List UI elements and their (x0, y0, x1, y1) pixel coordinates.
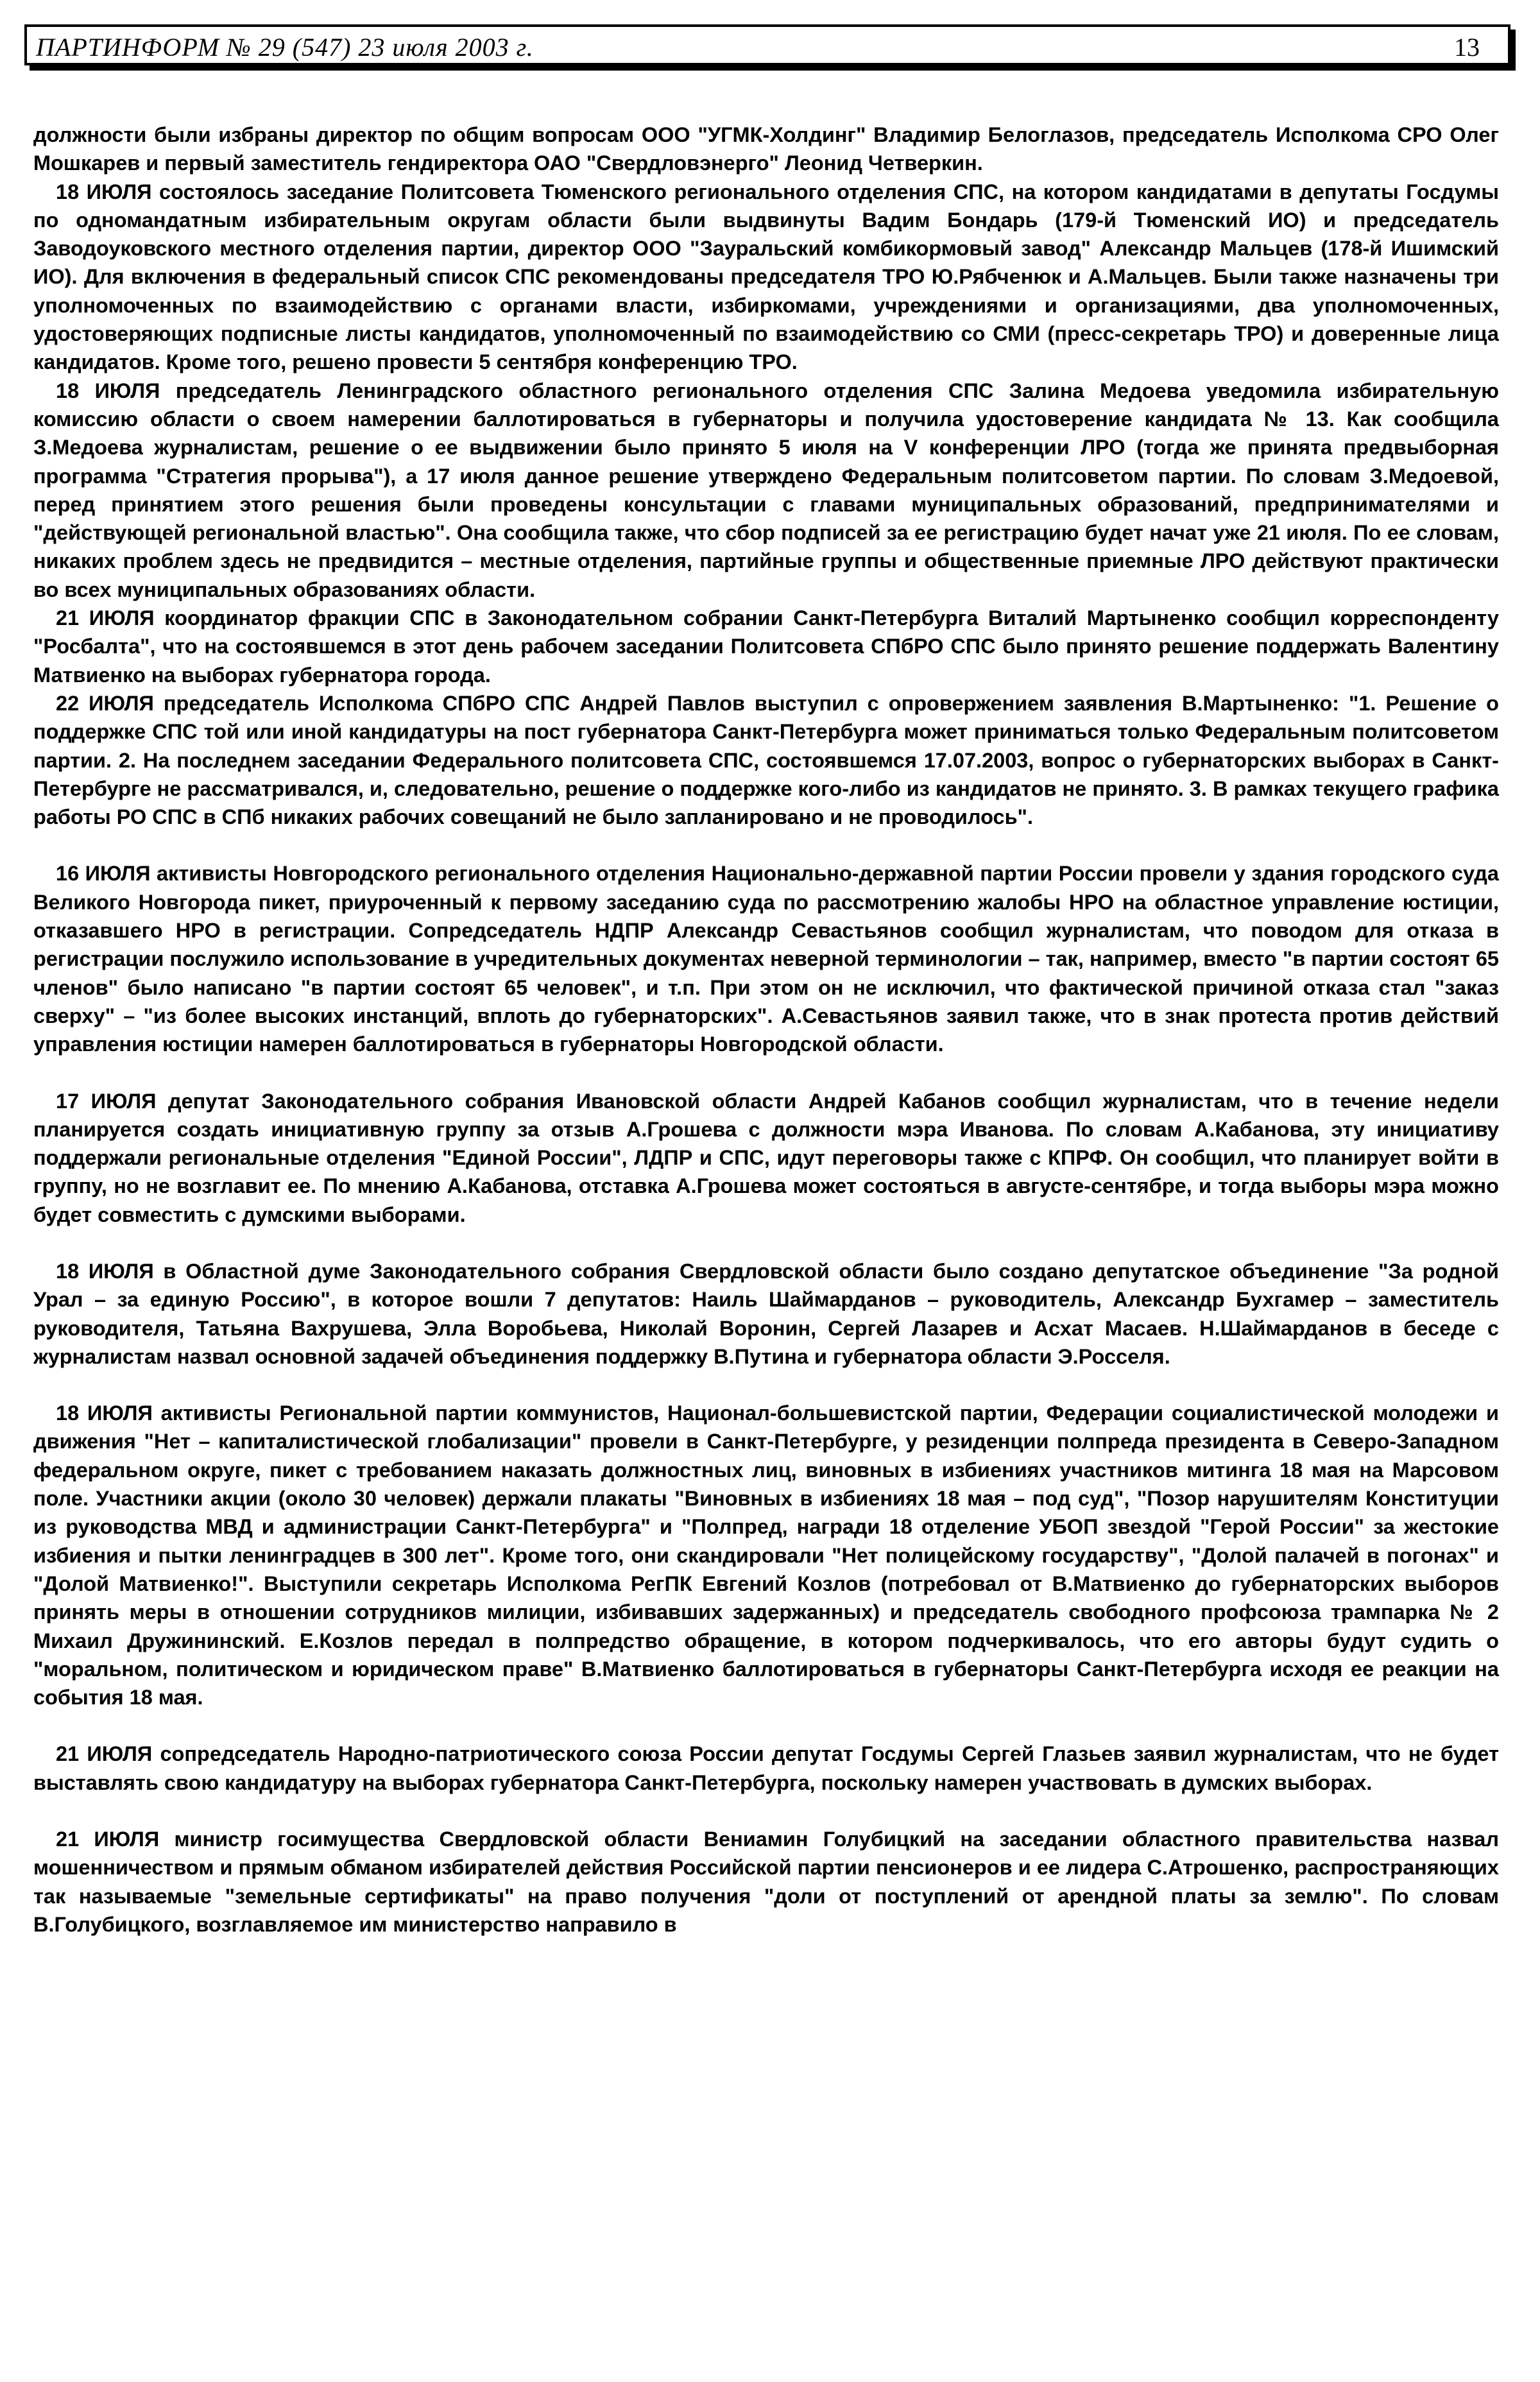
page-header (24, 24, 1510, 65)
news-paragraph: 18 ИЮЛЯ активисты Региональной партии коммунистов, Национал-большевистской партии, Федерации социалистической молодежи и движения "Нет – капиталистической глобализации" провели в Санкт-Петербурге, у резиденции полпреда президента в Северо-Западном федеральном округе, пикет с требованием наказать должностных лиц, виновных в избиениях участников митинга 18 мая на Марсовом поле. Участники акции (около 30 человек) держали плакаты "Виновных в избиениях 18 мая – под суд", "Позор нарушителям Конституции из руководства МВД и администрации Санкт-Петербурга" и "Полпред, награди 18 отделение УБОП звездой "Герой России" за жестокие избиения и пытки ленинградцев в 300 лет". Кроме того, они скандировали "Нет полицейскому государству", "Долой палачей в погонах" и "Долой Матвиенко!". Выступили секретарь Исполкома РегПК Евгений Козлов (потребовал от В.Матвиенко до губернаторских выборов принять меры в отношении сотрудников милиции, избивавших задержанных) и председатель свободного профсоюза трампарка № 2 Михаил Дружининский. Е.Козлов передал в полпредство обращение, в котором подчеркивалось, что его авторы будут судить о "моральном, политическом и юридическом праве" В.Матвиенко баллотироваться в губернаторы Санкт-Петербурга исходя ее реакции на события 18 мая. (33, 1401, 1499, 1709)
news-paragraph: 21 ИЮЛЯ координатор фракции СПС в Законодательном собрании Санкт-Петербурга Виталий Мартыненко сообщил корреспонденту "Росбалта", что на состоявшемся в этот день рабочем заседании Политсовета СПбРО СПС было принято решение поддержать Валентину Матвиенко на выборах губернатора города. (33, 606, 1499, 687)
page-number: 13 (1454, 33, 1480, 62)
news-paragraph: 18 ИЮЛЯ состоялось заседание Политсовета Тюменского регионального отделения СПС, на котором кандидатами в депутаты Госдумы по одномандатным избирательным округам области были выдвинуты Вадим Бондарь (179-й Тюменский ИО) и председатель Заводоуковского местного отделения партии, директор ООО "Зауральский комбикормовый завод" Александр Мальцев (178-й Ишимский ИО). Для включения в федеральный список СПС рекомендованы председателя ТРО Ю.Рябченюк и А.Мальцев. Были также назначены три уполномоченных по взаимодействию с органами власти, избиркомами, учреждениями и организациями, два уполномоченных, удостоверяющих подписные листы кандидатов, уполномоченный по взаимодействию со СМИ (пресс-секретарь ТРО) и доверенные лица кандидатов. Кроме того, решено провести 5 сентября конференцию ТРО. (33, 180, 1499, 374)
news-paragraph: 16 ИЮЛЯ активисты Новгородского регионального отделения Национально-державной партии России провели у здания городского суда Великого Новгорода пикет, приуроченный к первому заседанию суда по рассмотрению жалобы НРО на областное управление юстиции, отказавшего НРО в регистрации. Сопредседатель НДПР Александр Севастьянов сообщил журналистам, что поводом для отказа в регистрации послужило использование в учредительных документах неверной терминологии – так, например, вместо "в партии состоят 65 членов" было написано "в партии состоят 65 человек", и т.п. При этом он не исключил, что фактической причиной отказа стал "заказ сверху" – "из более высоких инстанций, вплоть до губернаторских". А.Севастьянов заявил также, что в знак протеста против действий управления юстиции намерен баллотироваться в губернаторы Новгородской области. (33, 862, 1499, 1056)
publication-title: ПАРТИНФОРМ № 29 (547) 23 июля 2003 г. (36, 33, 534, 62)
news-paragraph: 21 ИЮЛЯ министр госимущества Свердловской области Вениамин Голубицкий на заседании областного правительства назвал мошенничеством и прямым обманом избирателей действия Российской партии пенсионеров и ее лидера С.Атрошенко, распространяющих так называемые "земельные сертификаты" на право получения "доли от поступлений от арендной платы за землю". По словам В.Голубицкого, возглавляемое им министерство направило в (33, 1828, 1499, 1936)
news-paragraph: 18 ИЮЛЯ председатель Ленинградского областного регионального отделения СПС Залина Медоева уведомила избирательную комиссию области о своем намерении баллотироваться в губернаторы и получила удостоверение кандидата № 13. Как сообщила З.Медоева журналистам, решение о ее выдвижении было принято 5 июля на V конференции ЛРО (тогда же принята предвыборная программа "Стратегия прорыва"), а 17 июля данное решение утверждено Федеральным политсоветом партии. По словам З.Медоевой, перед принятием этого решения были проведены консультации с главами муниципальных образований, предпринимателями и "действующей региональной властью". Она сообщила также, что сбор подписей за ее регистрацию будет начат уже 21 июля. По ее словам, никаких проблем здесь не предвидится – местные отделения, партийные группы и общественные приемные ЛРО действуют практически во всех муниципальных образованиях области. (33, 379, 1499, 601)
news-paragraph: должности были избраны директор по общим вопросам ООО "УГМК-Холдинг" Владимир Белоглазов, председатель Исполкома СРО Олег Мошкарев и первый заместитель гендиректора ОАО "Свердловэнерго" Леонид Четверкин. (33, 123, 1499, 175)
news-paragraph: 18 ИЮЛЯ в Областной думе Законодательного собрания Свердловской области было создано депутатское объединение "За родной Урал – за единую Россию", в которое вошли 7 депутатов: Наиль Шаймарданов – руководитель, Александр Бухгамер – заместитель руководителя, Татьяна Вахрушева, Элла Воробьева, Николай Воронин, Сергей Лазарев и Асхат Масаев. Н.Шаймарданов в беседе с журналистам назвал основной задачей объединения поддержку В.Путина и губернатора области Э.Росселя. (33, 1259, 1499, 1368)
news-paragraph: 22 ИЮЛЯ председатель Исполкома СПбРО СПС Андрей Павлов выступил с опровержением заявления В.Мартыненко: "1. Решение о поддержке СПС той или иной кандидатуры на пост губернатора Санкт-Петербурга может приниматься только Федеральным политсоветом партии. 2. На последнем заседании Федерального политсовета СПС, состоявшемся 17.07.2003, вопрос о губернаторских выборах в Санкт-Петербурге не рассматривался, и, следовательно, решение о поддержке кого-либо из кандидатов не принято. 3. В рамках текущего графика работы РО СПС в СПб никаких рабочих совещаний не было запланировано и не проводилось". (33, 691, 1499, 829)
news-paragraph: 21 ИЮЛЯ сопредседатель Народно-патриотического союза России депутат Госдумы Сергей Глазьев заявил журналистам, что не будет выставлять свою кандидатуру на выборах губернатора Санкт-Петербурга, поскольку намерен участвовать в думских выборах. (33, 1742, 1499, 1794)
article-body (33, 121, 1499, 1939)
news-paragraph: 17 ИЮЛЯ депутат Законодательного собрания Ивановской области Андрей Кабанов сообщил журналистам, что в течение недели планируется создать инициативную группу за отзыв А.Грошева с должности мэра Иванова. По словам А.Кабанова, эту инициативу поддержали региональные отделения "Единой России", ЛДПР и СПС, идут переговоры также с КПРФ. Он сообщил, что планирует войти в группу, но не возглавит ее. По мнению А.Кабанова, отставка А.Грошева может состояться в августе-сентябре, и тогда выборы мэра можно будет совместить с думскими выборами. (33, 1089, 1499, 1226)
